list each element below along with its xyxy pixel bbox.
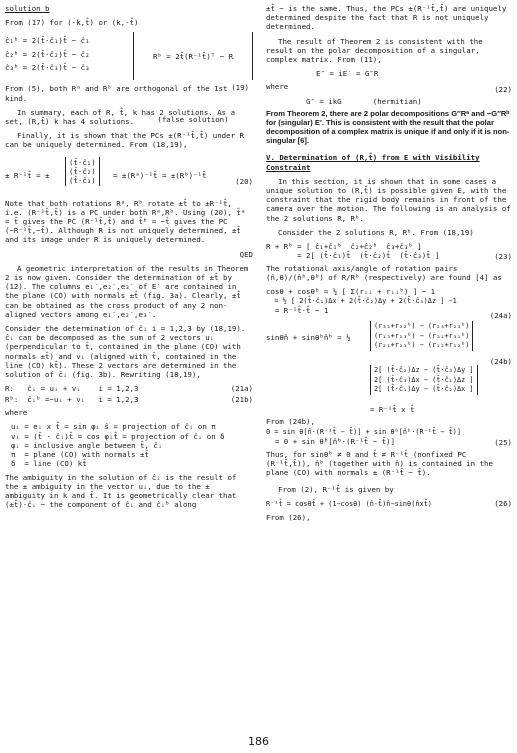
eq19-rb: Rᵇ = 2t̂(R⁻¹t̂)ᵀ − R bbox=[152, 51, 234, 61]
equation-20 bbox=[5, 155, 253, 199]
eq23-line: R + Rᵇ = [ ĉ₁+ĉ₁ᵇ ĉ₂+ĉ₂ᵇ ĉ₃+ĉ₃ᵇ ] bbox=[266, 242, 422, 252]
definition-line: δ = line (CO) kt̂ bbox=[11, 459, 87, 469]
intro-text: From (17) for (-k,t̂) or (k,-t̂) bbox=[5, 18, 139, 28]
left-column bbox=[5, 4, 253, 514]
eq19-number: (19) bbox=[231, 83, 249, 93]
eq24a-line: = R⁻¹t̂·t̂ − 1 bbox=[266, 305, 329, 315]
eq-line: ĉ₂ᵇ = 2(t̂·ĉ₂)t̂ − ĉ₂ bbox=[5, 49, 90, 59]
section-heading: V. Determination of (R,t̂) from E with Visibility Constraint bbox=[266, 153, 480, 172]
paragraph: In summary, each of R, t̂, k has 2 solutions. As a set, (R,t̂) k has 4 solutions. bbox=[5, 107, 236, 127]
paragraph: Thus, for sinθᵇ ≠ 0 and t̂ ≠ R⁻¹t̂ (nonfixed PC (R⁻¹t̂,t̂)), n̂ᵇ (together with n̂) is contained in the plane (CO) with normals ± (R⁻¹t̂ − t̂). bbox=[266, 449, 493, 478]
paragraph: From (2), R⁻¹t̂ is given by bbox=[278, 485, 394, 495]
eq21b-text: Rᵇ: ĉᵢᵇ =−uᵢ + vᵢ i = 1,2,3 bbox=[5, 395, 139, 405]
equation-21a bbox=[5, 384, 253, 395]
equation-19-lines bbox=[5, 34, 90, 76]
paragraph: The ambiguity in the solution of ĉᵢ is the result of the ± ambiguity in the vector uᵢ, due to the ± ambiguity in k and t̂. It is geometrically clear that (±t̂)·ĉᵢ − the component of ĉᵢ and ĉᵢᵇ along bbox=[5, 472, 237, 510]
eq20-number: (20) bbox=[235, 176, 253, 186]
eq25-line: 0 = sin θ[n̂·(R⁻¹t̂ − t̂)] + sin θᵇ[n̂ᵇ·(R⁻¹t̂ − t̂)] bbox=[266, 427, 461, 436]
paragraph: ±t̂ − is the same. Thus, the PCs ±(R⁻¹t̂,t̂) are uniquely determined despite the fact that R is not uniquely determined. bbox=[266, 4, 507, 32]
eq22-text: G″ = ikG (hermitian) bbox=[306, 96, 422, 106]
eq20-lhs: ± R⁻¹t̂ = ± bbox=[5, 170, 50, 180]
paragraph-bold: From Theorem 2, there are 2 polar decompositions G″Rᵃ and −G″Rᵇ for (singular) E′. This is consistent with the result that the polar decomposition of a complex matrix is unique if and only if it is non-singular [6]. bbox=[266, 108, 510, 146]
definition-line: vᵢ = (t̂ · ĉᵢ)t̂ = cos φᵢt̂ = projection of ĉᵢ on δ bbox=[11, 431, 225, 441]
paragraph: Finally, it is shown that the PCs ±(R⁻¹t̂,t̂) under R can be uniquely determined. From (18,19), bbox=[5, 131, 244, 150]
paragraph: In this section, it is shown that in some cases a unique solution to (R,t̂) is possible given E, with the constraint that the rigid body remains in front of the camera over the motion. The following is an analysis of the 2 solutions R, Rᵇ. bbox=[266, 176, 511, 223]
eq24b-number: (24b) bbox=[489, 357, 512, 367]
qed: QED bbox=[239, 249, 253, 259]
paragraph: Consider the 2 solutions R, Rᵇ. From (18,19) bbox=[278, 227, 474, 237]
equation-21b bbox=[5, 395, 253, 408]
equation-23 bbox=[266, 242, 512, 264]
paragraph: The result of Theorem 2 is consistent with the result on the polar decomposition of a singular, complex matrix. From (11), bbox=[266, 36, 483, 65]
eq24b-end: = R⁻¹t̂ x t̂ bbox=[370, 405, 415, 415]
solution-b-heading: solution b bbox=[5, 4, 50, 13]
eq21a-text: R: ĉᵢ = uᵢ + vᵢ i = 1,2,3 bbox=[5, 384, 139, 394]
eq22-number: (22) bbox=[494, 84, 512, 94]
eq21a-number: (21a) bbox=[230, 384, 253, 394]
equation-26 bbox=[266, 499, 512, 513]
eq24b-lhs: sinθn̂ + sinθᵇn̂ᵇ = ½ bbox=[266, 333, 351, 343]
definition-list bbox=[11, 422, 253, 468]
equation-25 bbox=[266, 428, 512, 450]
equation-24a bbox=[266, 287, 512, 321]
eq-line: ĉ₃ᵇ = 2(t̂·ĉ₃)t̂ − ĉ₃ bbox=[5, 62, 90, 72]
equation-24b bbox=[266, 321, 512, 417]
eq21b-number: (21b) bbox=[230, 395, 253, 405]
right-column bbox=[266, 4, 512, 528]
equation-e-double-prime: E″ = iE′ = G″R bbox=[316, 69, 379, 79]
paragraph: From (24b), bbox=[266, 417, 315, 427]
paragraph: A geometric interpretation of the results in Theorem 2 is now given. Consider the determination of ±t̂ by (12). The columns e₁′,e₂′,e₃′ of E′ are contained in the plane (CO) with normals ±t̂ (fig. 3a). Clearly, ±t̂ can be obtained as the cross product of any 2 non-aligned vectors among e₁′,e₂′,e₃′. bbox=[5, 263, 249, 319]
eq25-number: (25) bbox=[494, 437, 512, 447]
where-label: where bbox=[5, 408, 28, 418]
eq20-rhs: = ±(Rᵃ)⁻¹t̂ = ±(Rᵇ)⁻¹t̂ bbox=[113, 170, 207, 180]
eq23-line: = 2[ (t̂·ĉ₁)t̂ (t̂·ĉ₂)t̂ (t̂·ĉ₃)t̂ ] bbox=[266, 251, 440, 261]
equation-19-bracket bbox=[133, 32, 253, 125]
paragraph: The rotational axis/angle of rotation pairs (n̂,θ)/(n̂ᵇ,θᵇ) of R/Rᵇ (respectively) are found [4] as bbox=[266, 264, 502, 283]
eq24b-matrix-2: 2[ (t̂·ĉ₂)Δz − (t̂·ĉ₃)Δy ] 2[ (t̂·ĉ₃)Δx − (t̂·ĉ₁)Δz ] 2[ (t̂·ĉ₁)Δy − (t̂·ĉ₂)Δx ] bbox=[370, 365, 478, 395]
definition-line: φᵢ = inclusive angle between t̂, ĉᵢ bbox=[11, 440, 163, 450]
eq24a-number: (24a) bbox=[489, 311, 512, 321]
eq20-matrix: (t̂·ĉ₁) (t̂·ĉ₂) (t̂·ĉ₃) bbox=[65, 157, 100, 187]
eq26-text: R⁻¹t̂ = cosθt̂ + (1−cosθ) (n̂·t̂)n̂−sinθ(n̂xt̂) bbox=[266, 500, 432, 509]
eq23-number: (23) bbox=[494, 252, 512, 262]
paragraph: Note that both rotations Rᵃ, Rᵇ rotate ±t̂ to ±R⁻¹t̂, i.e. (R⁻¹t̂,t̂) is a PC under both Rᵃ,Rᵇ. Using (20), t̂ᵃ = t̂ gives the PC (R⁻¹t̂,t̂) and t̂ᵇ = −t̂ gives the PC (−R⁻¹t̂,−t̂). Although R is not uniquely determined, ±t̂ and its image under R is uniquely determined. bbox=[5, 198, 246, 245]
eq24b-matrix-1: (r₃₂+r₃₂ᵇ) − (r₂₃+r₂₃ᵇ) (r₁₃+r₁₃ᵇ) − (r₃₁+r₃₁ᵇ) (r₂₁+r₂₁ᵇ) − (r₁₂+r₁₂ᵇ) bbox=[370, 321, 473, 351]
eq19-false-solution: (false solution) bbox=[157, 115, 229, 125]
paragraph: Consider the determination of ĉᵢ i = 1,2,3 by (18,19). ĉᵢ can be decomposed as the sum of 2 vectors uᵢ (perpendicular to t̂, contained in the plane (CO) with normals ±t̂) and vᵢ (aligned with t̂, contained in the line (CO) kt̂). These 2 vectors are determined in the solution of ĉᵢ (fig. 3b). Rewriting (18,19), bbox=[5, 324, 246, 380]
eq-line: ĉ₁ᵇ = 2(t̂·ĉ₁)t̂ − ĉ₁ bbox=[5, 36, 90, 46]
eq26-number: (26) bbox=[494, 499, 512, 509]
definition-line: uᵢ = eᵢ x t̂ = sin φᵢ ŝ = projection of ĉᵢ on π bbox=[11, 422, 216, 432]
eq24a-line: cosθ + cosθᵇ = ½ [ Σ(rᵢᵢ + rᵢᵢᵇ) ] − 1 bbox=[266, 287, 436, 297]
definition-line: π = plane (CO) with normals ±t̂ bbox=[11, 450, 149, 460]
page-number: 186 bbox=[248, 735, 269, 748]
where-label: where bbox=[266, 82, 289, 92]
paragraph: From (5), both Rᵃ and Rᵇ are orthogonal of the 1st kind. bbox=[5, 84, 228, 103]
paragraph: From (26), bbox=[266, 513, 311, 523]
eq24a-line: = ½ [ 2(t̂·ĉ₁)Δx + 2(t̂·ĉ₂)Δy + 2(t̂·ĉ₃)Δz ] −1 bbox=[266, 296, 457, 305]
eq25-line: = 0 + sin θᵇ[n̂ᵇ·(R⁻¹t̂ − t̂)] bbox=[266, 436, 396, 446]
